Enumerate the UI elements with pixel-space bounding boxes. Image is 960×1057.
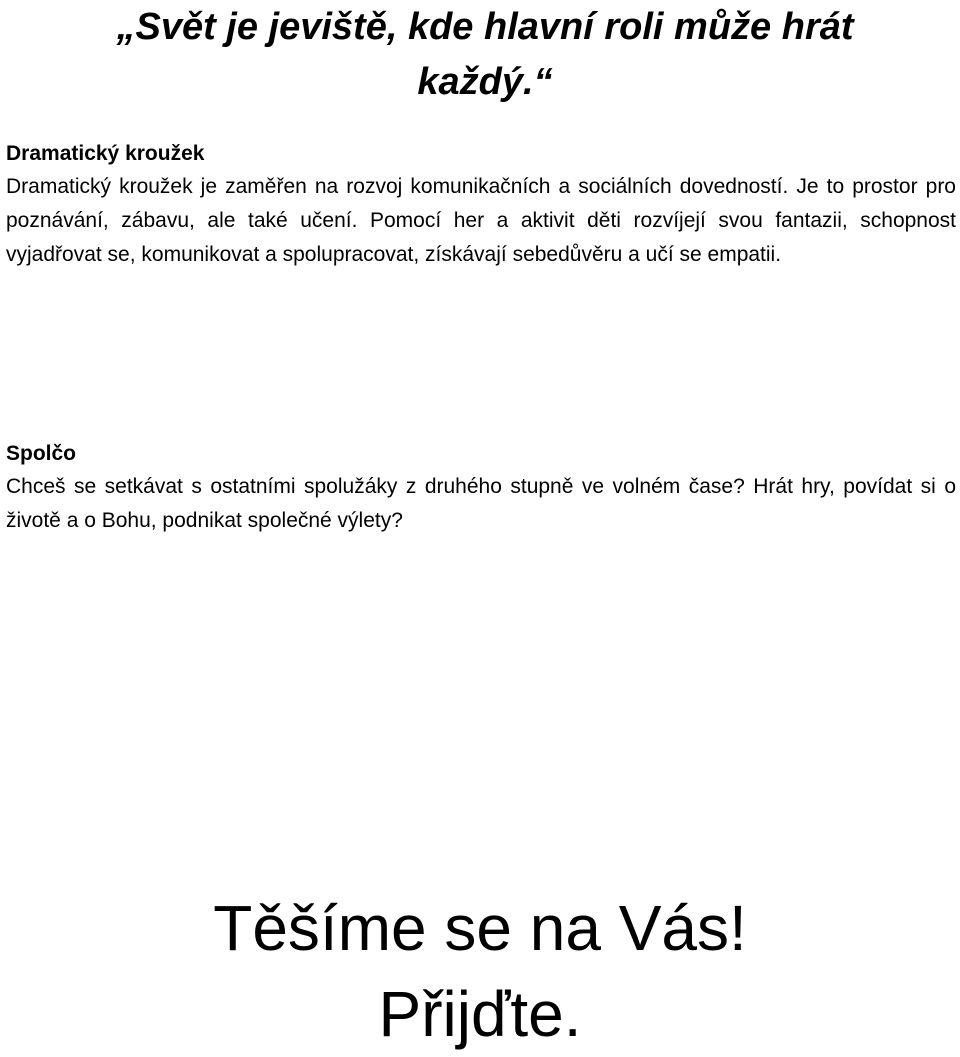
section-spolco	[6, 438, 956, 538]
section-heading: Spolčo	[6, 442, 77, 465]
closing-message	[0, 885, 960, 1057]
section-drama-club	[6, 138, 956, 272]
closing-line-come: Přijďte.	[378, 978, 582, 1050]
quote-title: „Svět je jeviště, kde hlavní roli může hrát každý.“	[116, 6, 854, 103]
closing-line-welcome: Těšíme se na Vás!	[213, 892, 747, 964]
section-text: Dramatický kroužek je zaměřen na rozvoj komunikačních a sociálních dovedností. Je to prostor pro poznávání, zábavu, ale také učení. Pomocí her a aktivit děti rozvíjejí svou fantazii, schopnost vyjadřovat se, komunikovat a spolupracovat, získávají sebedůvěru a učí se empatii.	[6, 175, 956, 266]
section-heading: Dramatický kroužek	[6, 142, 205, 165]
section-text: Chceš se setkávat s ostatními spolužáky z druhého stupně ve volném čase? Hrát hry, povídat si o životě a o Bohu, podnikat společné výlety?	[6, 475, 956, 532]
